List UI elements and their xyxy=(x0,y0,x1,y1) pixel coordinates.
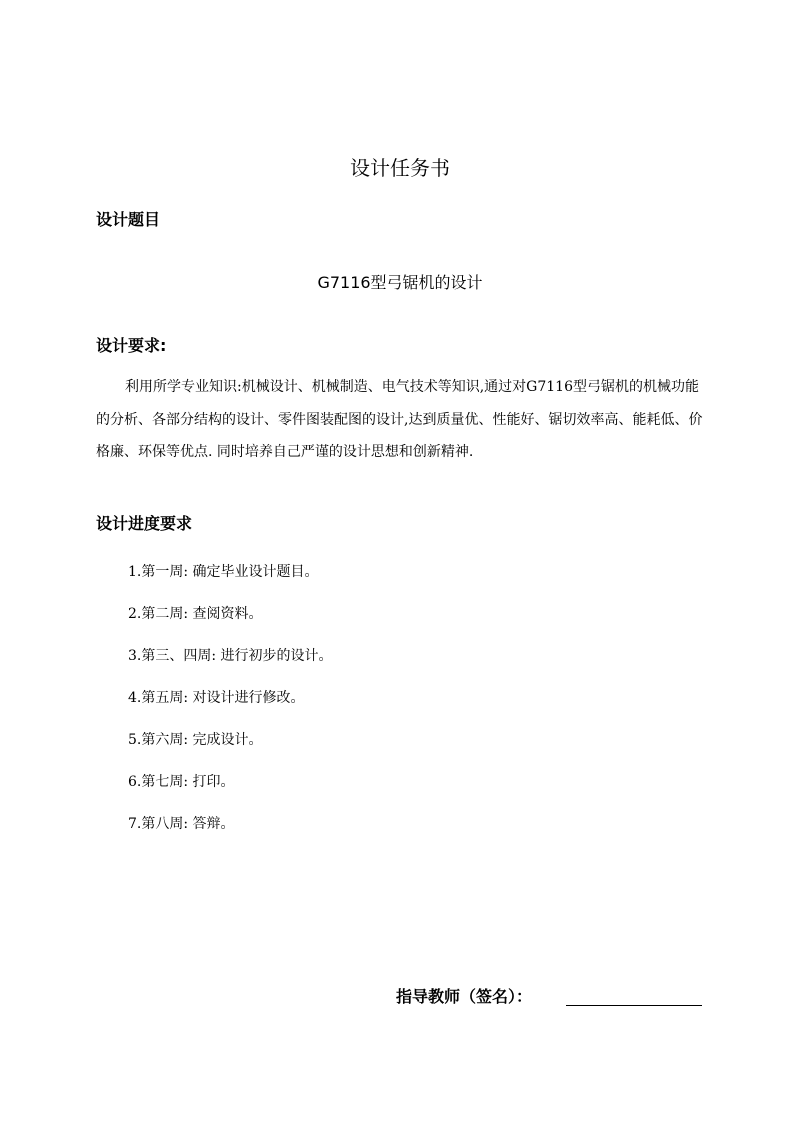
design-topic: G7116型弓锯机的设计 xyxy=(317,273,483,292)
schedule-item-week-3-4: 3.第三、四周: 进行初步的设计。 xyxy=(128,648,333,664)
schedule-item-week-1: 1.第一周: 确定毕业设计题目。 xyxy=(128,564,319,580)
document-title: 设计任务书 xyxy=(350,156,450,180)
signature-line[interactable] xyxy=(566,1005,702,1006)
schedule-item-week-2: 2.第二周: 查阅资料。 xyxy=(128,606,263,622)
topic-heading: 设计题目 xyxy=(96,210,161,229)
schedule-list xyxy=(128,562,333,856)
supervisor-signature-label: 指导教师（签名）： xyxy=(396,987,533,1006)
schedule-item-week-6: 5.第六周: 完成设计。 xyxy=(128,732,263,748)
requirements-paragraph: 利用所学专业知识:机械设计、机械制造、电气技术等知识,通过对G7116型弓锯机的机械功能的分析、各部分结构的设计、零件图装配图的设计,达到质量优、性能好、锯切效率高、能耗低、价格廉、环保等优点. 同时培养自己严谨的设计思想和创新精神. xyxy=(96,379,703,460)
requirements-heading: 设计要求: xyxy=(96,336,167,355)
schedule-item-week-5: 4.第五周: 对设计进行修改。 xyxy=(128,690,305,706)
schedule-heading: 设计进度要求 xyxy=(96,514,193,533)
schedule-item-week-8: 7.第八周: 答辩。 xyxy=(128,816,235,832)
schedule-item-week-7: 6.第七周: 打印。 xyxy=(128,774,235,790)
